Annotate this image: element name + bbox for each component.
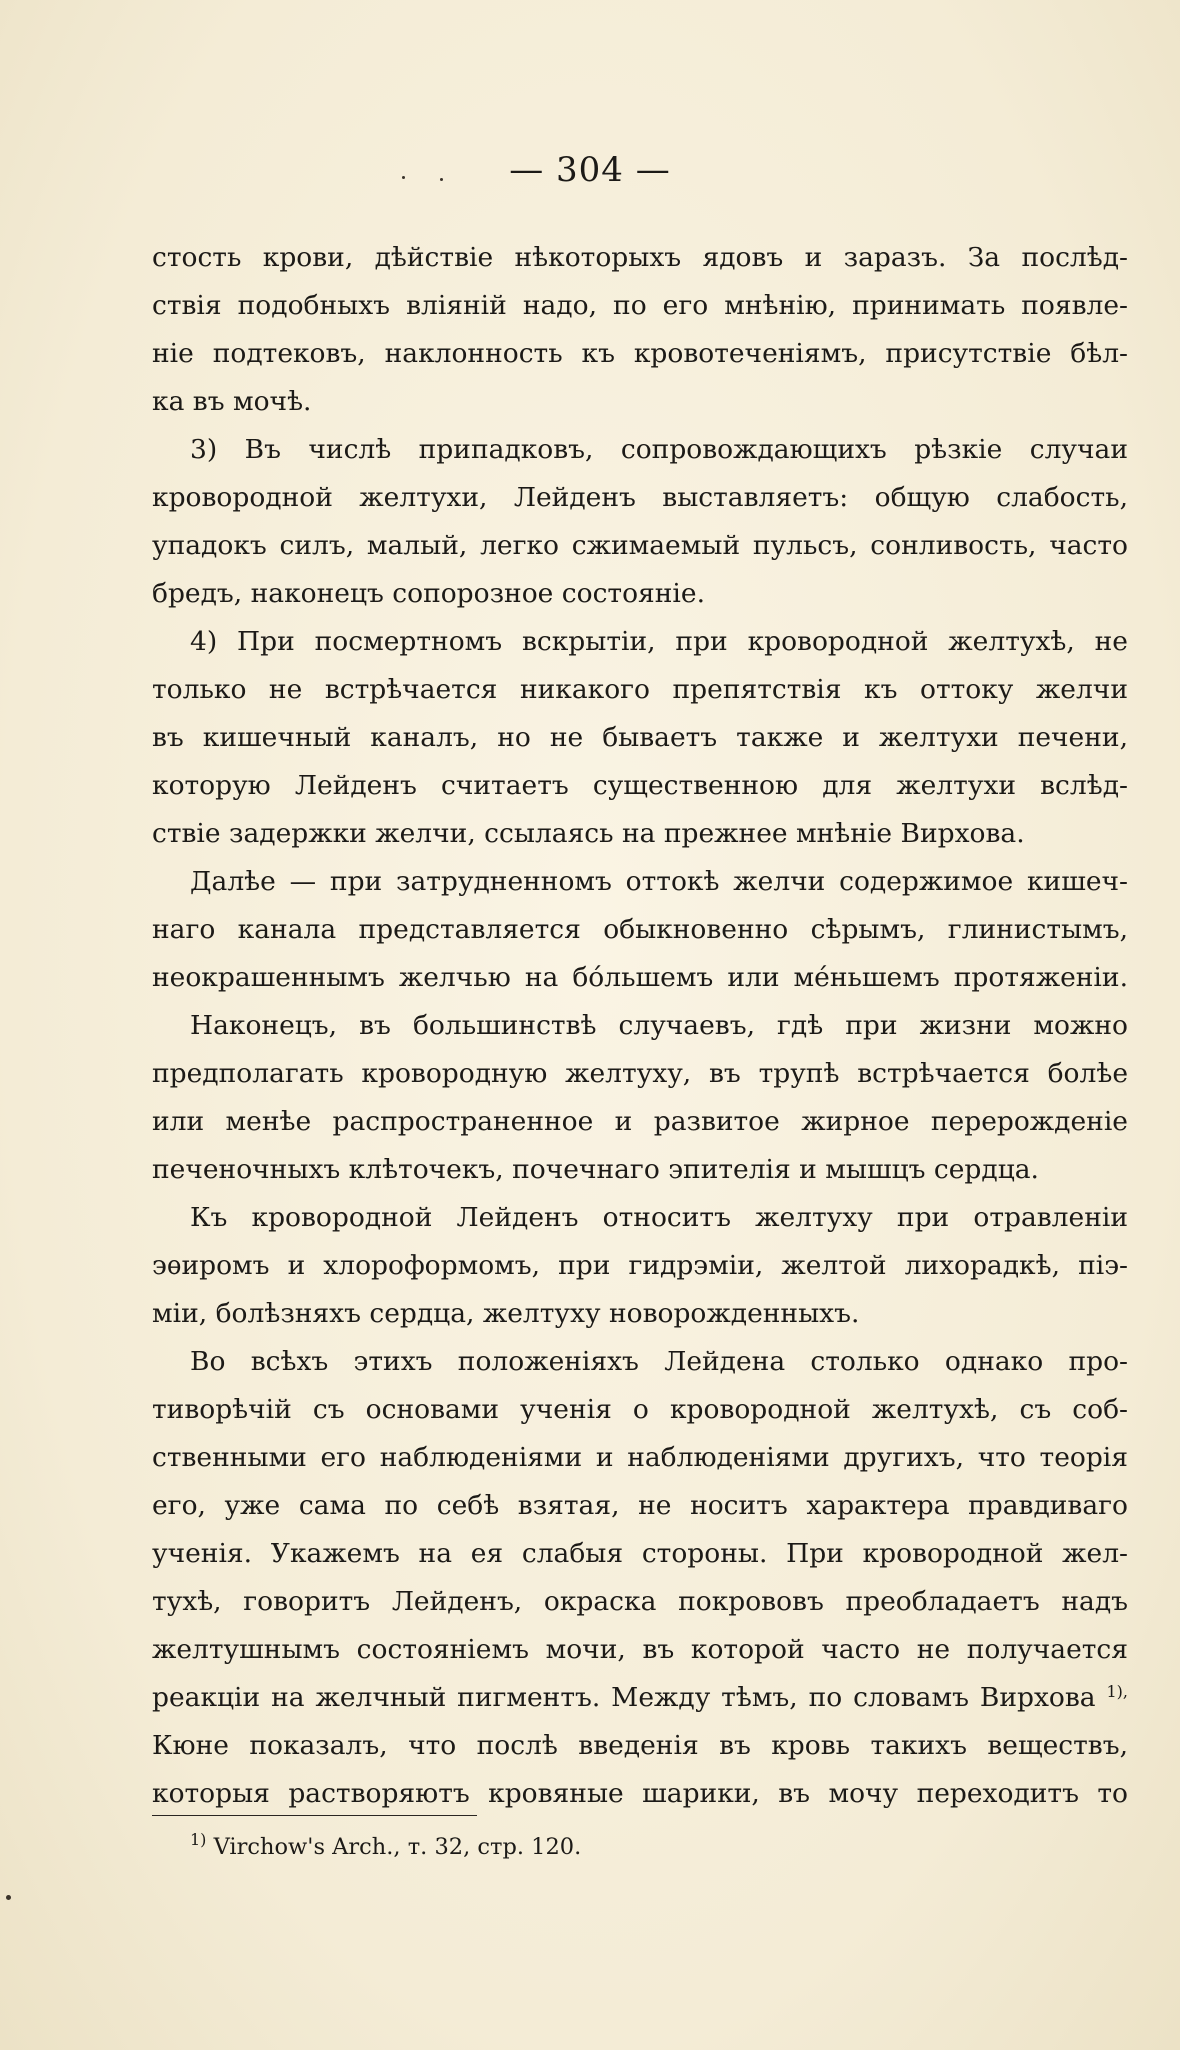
- text-span: реакціи на желчный пигментъ. Между тѣмъ, по словамъ Вирхова: [152, 1682, 1096, 1713]
- text-line: печеночныхъ клѣточекъ, почечнаго эпителія и мышцъ сердца.: [152, 1154, 1039, 1185]
- text-line: Во всѣхъ этихъ положеніяхъ Лейдена столько однако про-: [190, 1346, 1128, 1377]
- text-line: ствія подобныхъ вліяній надо, по его мнѣнію, принимать появле-: [152, 290, 1128, 321]
- text-line: 3) Въ числѣ припадковъ, сопровождающихъ рѣзкіе случаи: [190, 434, 1128, 465]
- text-line: 4) При посмертномъ вскрытіи, при кровородной желтухѣ, не: [190, 626, 1128, 657]
- text-line: или менѣе распространенное и развитое жирное перерожденіе: [152, 1106, 1128, 1137]
- text-line: кровородной желтухи, Лейденъ выставляетъ: общую слабость,: [152, 482, 1128, 513]
- text-line: Къ кровородной Лейденъ относитъ желтуху при отравленіи: [190, 1202, 1128, 1233]
- text-line: стость крови, дѣйствіе нѣкоторыхъ ядовъ и заразъ. За послѣд-: [152, 242, 1128, 273]
- text-line: ка въ мочѣ.: [152, 386, 312, 417]
- ink-speck: [6, 1895, 11, 1900]
- text-line: тиворѣчій съ основами ученія о кровородной желтухѣ, съ соб-: [152, 1394, 1128, 1425]
- text-line: ствіе задержки желчи, ссылаясь на прежнее мнѣніе Вирхова.: [152, 818, 1025, 849]
- text-line: Кюне показалъ, что послѣ введенія въ кровь такихъ веществъ,: [152, 1730, 1128, 1761]
- ink-speck: [402, 176, 405, 179]
- text-line: Наконецъ, въ большинствѣ случаевъ, гдѣ при жизни можно: [190, 1010, 1128, 1041]
- text-line: бредъ, наконецъ сопорозное состояніе.: [152, 578, 705, 609]
- text-line: которыя растворяютъ кровяные шарики, въ мочу переходитъ то: [152, 1778, 1128, 1809]
- footnote-rule: [152, 1815, 477, 1816]
- text-line: наго канала представляется обыкновенно сѣрымъ, глинистымъ,: [152, 914, 1128, 945]
- text-line: желтушнымъ состояніемъ мочи, въ которой часто не получается: [152, 1634, 1128, 1665]
- text-line: неокрашеннымъ желчью на бо́льшемъ или ме́ньшемъ протяженіи.: [152, 962, 1128, 993]
- body-text: [152, 234, 1128, 1818]
- footnote-marker: 1): [190, 1830, 207, 1849]
- text-line: предполагать кровородную желтуху, въ трупѣ встрѣчается болѣе: [152, 1058, 1128, 1089]
- text-line: только не встрѣчается никакого препятствія къ оттоку желчи: [152, 674, 1128, 705]
- text-line: его, уже сама по себѣ взятая, не носитъ характера правдиваго: [152, 1490, 1128, 1521]
- text-line-with-footnote-ref: [152, 1674, 1128, 1722]
- text-line: которую Лейденъ считаетъ существенною для желтухи вслѣд-: [152, 770, 1128, 801]
- text-line: ученія. Укажемъ на ея слабыя стороны. При кровородной жел-: [152, 1538, 1128, 1569]
- text-line: міи, болѣзняхъ сердца, желтуху новорожденныхъ.: [152, 1298, 860, 1329]
- text-line: ственными его наблюденіями и наблюденіями другихъ, что теорія: [152, 1442, 1128, 1473]
- text-line: эѳиромъ и хлороформомъ, при гидрэміи, желтой лихорадкѣ, піэ-: [152, 1250, 1128, 1281]
- page-number: — 304 —: [509, 150, 671, 190]
- footnote: [190, 1830, 581, 1864]
- footnote-ref: 1),: [1106, 1682, 1128, 1701]
- footnote-text: Virchow's Arch., т. 32, стр. 120.: [213, 1834, 582, 1860]
- text-line: Далѣе — при затрудненномъ оттокѣ желчи содержимое кишеч-: [190, 866, 1128, 897]
- ink-speck: [440, 178, 443, 181]
- text-line: ніе подтековъ, наклонность къ кровотеченіямъ, присутствіе бѣл-: [152, 338, 1128, 369]
- text-line: тухѣ, говоритъ Лейденъ, окраска покрововъ преобладаетъ надъ: [152, 1586, 1128, 1617]
- text-line: упадокъ силъ, малый, легко сжимаемый пульсъ, сонливость, часто: [152, 530, 1128, 561]
- text-line: въ кишечный каналъ, но не бываетъ также и желтухи печени,: [152, 722, 1128, 753]
